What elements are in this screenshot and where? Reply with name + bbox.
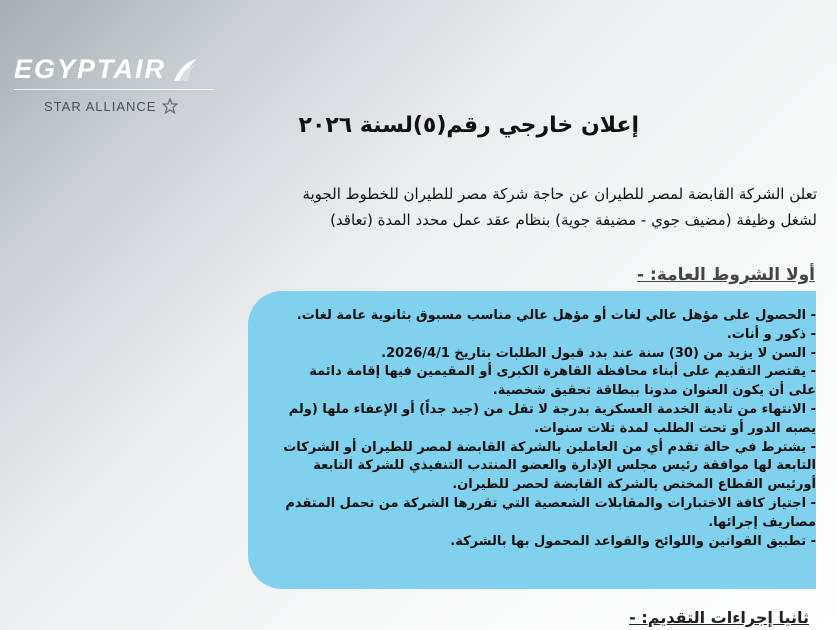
egyptair-logo	[14, 54, 219, 114]
star-alliance-badge	[44, 98, 219, 114]
announcement-title: إعلان خارجي رقم(٥)لسنة ٢٠٢٦	[298, 113, 639, 138]
list-item: - السن لا يزيد من (30) سنة عند بدد قبول الطلبات بتاريخ 2026/4/1.	[381, 345, 816, 361]
list-item: - الانتهاء من تادية الخدمة العسكرية بدرجة لا تقل من (جيد جداً) أو الإعفاء ملها (ولم يصبه الدور أو تحت الطلب لمدة تلات سنوات.	[288, 401, 816, 436]
section-heading-application-procedures: ثانيا إجراءات التقديم: -	[629, 608, 809, 627]
intro-line-2: لشغل وظيفة (مضيف جوي - مضيفة جوية) بنظام عقد عمل محدد المدة (تعاقد)	[330, 211, 817, 229]
wing-logo-icon	[170, 57, 198, 83]
intro-line-1: تعلن الشركة القابضة لمصر للطيران عن حاجة شركة مصر للطيران للخطوط الجوية	[302, 185, 817, 203]
conditions-list	[281, 307, 816, 551]
list-item: - الحصول على مؤهل عالي لغات أو مؤهل عالي مناسب مسبوق بثانوية عامة لغات.	[296, 308, 816, 323]
alliance-label: STAR ALLIANCE	[44, 98, 157, 114]
list-item: - يقتصر التقديم على أبناء محافظة القاهرة الكبرى أو المقيمين فيها إقامة دائمة على أن يكون العنوان مدونا ببطاقة تحقيق شخصية.	[309, 364, 816, 399]
brand-name: EGYPTAIR	[14, 54, 167, 84]
section-heading-general-conditions: أولا الشروط العامة: -	[637, 265, 815, 285]
announcement-intro	[177, 181, 817, 233]
list-item: - اجتياز كافة الاختبارات والمقابلات الشعصية التي تقررها الشركة من تحمل المتقدم مصاريف إجرائها.	[285, 495, 816, 530]
list-item: - ذكور و أنات.	[726, 326, 816, 342]
list-item: - تطبيق القوانين واللوائح والقواعد المحمول بها بالشركة.	[450, 533, 816, 549]
star-alliance-icon	[162, 98, 178, 114]
logo-divider	[14, 89, 214, 90]
logo-wordmark	[14, 54, 219, 85]
list-item: - يشترط في حالة تقدم أي من العاملين بالشركة القابضة لمصر للطيران أو الشركات التابعة لها موافقة رئيس مجلس الإدارة والعضو المنتدب التنفيذي للشركة التابعة أورئيس القطاع المختص بالشركة القابضة لحصر للطيران.	[283, 439, 816, 493]
